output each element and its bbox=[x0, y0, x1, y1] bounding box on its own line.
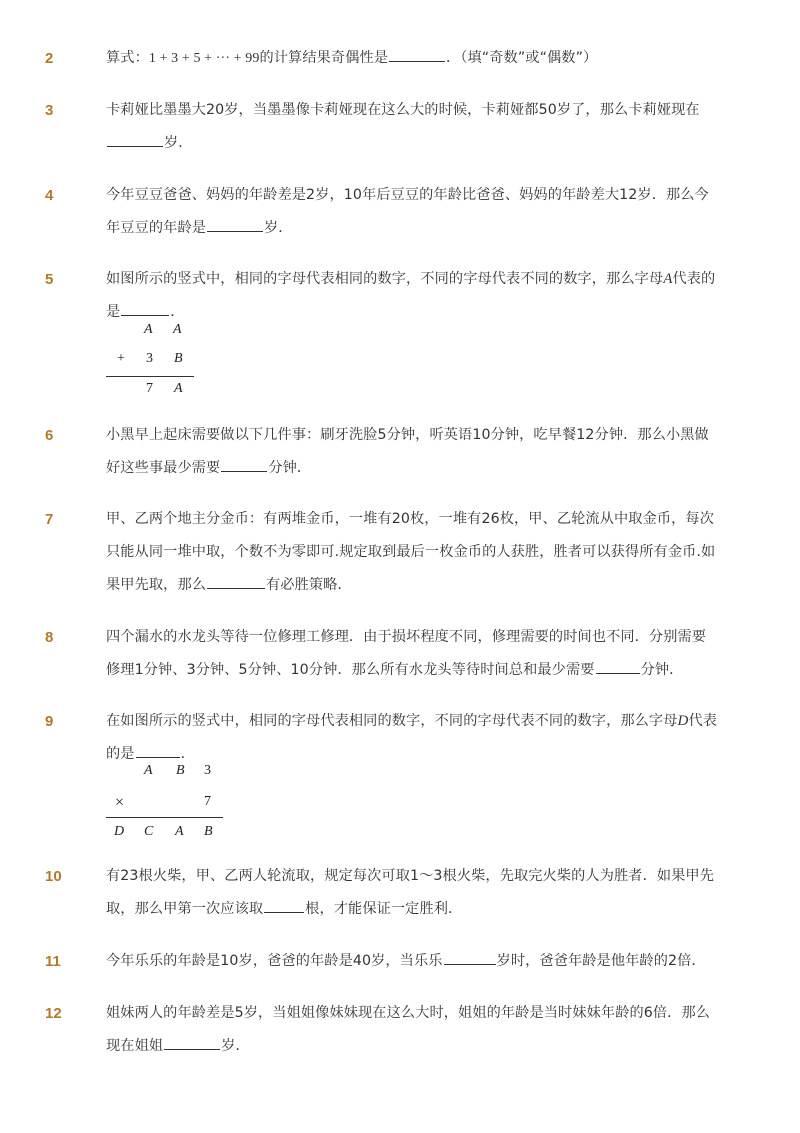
question-number: 6 bbox=[45, 427, 54, 444]
answer-blank[interactable] bbox=[264, 911, 304, 913]
question-text: 今年豆豆爸爸、妈妈的年龄差是2岁，10年后豆豆的年龄比爸爸、妈妈的年龄差大12岁．那么今 年豆豆的年龄是 岁． bbox=[106, 187, 709, 236]
question-number: 12 bbox=[45, 1005, 62, 1022]
answer-blank[interactable] bbox=[164, 1048, 220, 1050]
answer-blank[interactable] bbox=[121, 314, 169, 316]
question-number: 10 bbox=[45, 868, 62, 885]
question-text: 如图所示的竖式中，相同的字母代表相同的数字，不同的字母代表不同的数字，那么字母A代表的 是 ． bbox=[106, 271, 716, 320]
digit: A bbox=[144, 763, 153, 778]
digit: C bbox=[144, 824, 154, 839]
question-number: 8 bbox=[45, 629, 54, 646]
question-text: 今年乐乐的年龄是10岁，爸爸的年龄是40岁，当乐乐 岁时，爸爸年龄是他年龄的2倍． bbox=[106, 953, 706, 969]
answer-blank[interactable] bbox=[136, 756, 180, 758]
question-text: 甲、乙两个地主分金币：有两堆金币，一堆有20枚，一堆有26枚，甲、乙轮流从中取金币，每次 只能从同一堆中取，个数不为零即可.规定取到最后一枚金币的人获胜，胜者可以获得所有金币.如 果甲先取，那么 有必胜策略． bbox=[106, 511, 716, 593]
digit: B bbox=[176, 763, 185, 778]
digit: A bbox=[173, 322, 182, 337]
plus-sign: + bbox=[117, 351, 125, 366]
question-text: 算式：1 + 3 + 5 + ··· + 99的计算结果奇偶性是 ．（填“奇数”或“偶数”） bbox=[106, 50, 598, 66]
digit: B bbox=[204, 824, 213, 839]
math-expression: 1 + 3 + 5 + ··· + 99 bbox=[148, 51, 260, 66]
digit: 3 bbox=[204, 763, 211, 778]
variable: A bbox=[663, 271, 673, 287]
answer-blank[interactable] bbox=[207, 587, 265, 589]
question-text: 在如图所示的竖式中，相同的字母代表相同的数字，不同的字母代表不同的数字，那么字母D代表 的是 ． bbox=[106, 713, 718, 762]
answer-blank[interactable] bbox=[444, 963, 496, 965]
digit: 3 bbox=[146, 351, 153, 366]
digit: D bbox=[114, 824, 125, 839]
question-number: 4 bbox=[45, 187, 54, 204]
answer-blank[interactable] bbox=[596, 672, 640, 674]
digit: B bbox=[174, 351, 183, 366]
digit: A bbox=[175, 824, 184, 839]
question-text: 小黑早上起床需要做以下几件事：刷牙洗脸5分钟，听英语10分钟，吃早餐12分钟．那么小黑做 好这些事最少需要 分钟． bbox=[106, 427, 709, 476]
question-text: 有23根火柴，甲、乙两人轮流取，规定每次可取1～3根火柴，先取完火柴的人为胜者．如果甲先 取，那么甲第一次应该取 根，才能保证一定胜利． bbox=[106, 868, 715, 917]
question-number: 3 bbox=[45, 102, 54, 119]
digit: 7 bbox=[146, 381, 153, 396]
question-text: 四个漏水的水龙头等待一位修理工修理．由于损坏程度不同，修理需要的时间也不同．分别需要 修理1分钟、3分钟、5分钟、10分钟．那么所有水龙头等待时间总和最少需要 分钟． bbox=[106, 629, 707, 678]
question-text: 姐妹两人的年龄差是5岁，当姐姐像妹妹现在这么大时，姐姐的年龄是当时妹妹年龄的6倍．那么 现在姐姐 岁． bbox=[106, 1005, 711, 1054]
answer-blank[interactable] bbox=[389, 60, 445, 62]
answer-blank[interactable] bbox=[107, 145, 163, 147]
times-sign: × bbox=[115, 794, 125, 811]
digit: A bbox=[144, 322, 153, 337]
question-text: 卡莉娅比墨墨大20岁，当墨墨像卡莉娅现在这么大的时候，卡莉娅都50岁了，那么卡莉娅现在 岁． bbox=[106, 102, 700, 151]
question-number: 9 bbox=[45, 713, 54, 730]
question-number: 2 bbox=[45, 50, 54, 67]
digit: 7 bbox=[204, 794, 211, 809]
question-number: 5 bbox=[45, 271, 54, 288]
variable: D bbox=[677, 713, 689, 729]
answer-blank[interactable] bbox=[207, 230, 263, 232]
question-number: 7 bbox=[45, 511, 54, 528]
answer-blank[interactable] bbox=[221, 470, 267, 472]
digit: A bbox=[174, 381, 183, 396]
sum-line bbox=[106, 376, 194, 377]
product-line bbox=[106, 817, 223, 818]
question-number: 11 bbox=[45, 953, 61, 970]
